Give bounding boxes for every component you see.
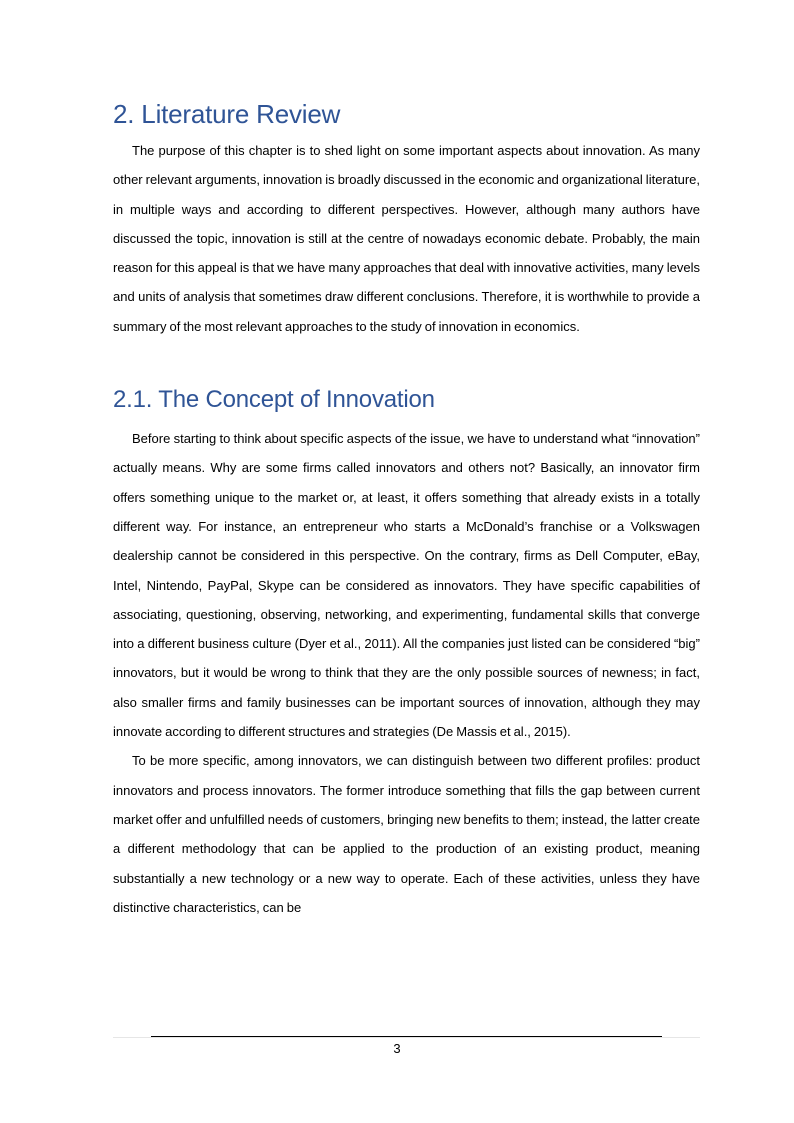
- section-heading: 2. Literature Review: [113, 99, 341, 129]
- subsection-paragraph-1: Before starting to think about specific aspects of the issue, we have to understand what “innovation” actually means. Why are some firms called innovators and others not? Basically, an innovator firm offers something unique to the market or, at least, it offers something that already exists in a totally different way. For instance, an entrepreneur who starts a McDonald’s franchise or a Volkswagen dealership cannot be considered in this perspective. On the contrary, firms as Dell Computer, eBay, Intel, Nintendo, PayPal, Skype can be considered as innovators. They have specific capabilities of associating, questioning, observing, networking, and experimenting, fundamental skills that converge into a different business culture (Dyer et al., 2011). All the companies just listed can be considered “big” innovators, but it would be wrong to think that they are the only possible sources of newness; in fact, also smaller firms and family businesses can be important sources of innovation, although they may innovate according to different structures and strategies (De Massis et al., 2015).: [113, 431, 700, 740]
- subsection-heading: 2.1. The Concept of Innovation: [113, 386, 435, 414]
- page-number: 3: [393, 1041, 401, 1056]
- footer-border: [113, 1037, 700, 1038]
- footer-divider: [151, 1036, 662, 1037]
- subsection-paragraph-2: To be more specific, among innovators, we can distinguish between two different profiles: product innovators and process innovators. The former introduce something that fills the gap between current market offer and unfulfilled needs of customers, bringing new benefits to them; instead, the latter create a different methodology that can be applied to the production of an existing product, meaning substantially a new technology or a new way to operate. Each of these activities, unless they have distinctive characteristics, can be: [113, 753, 700, 915]
- page-content: [113, 96, 700, 922]
- section-intro-paragraph: The purpose of this chapter is to shed light on some important aspects about innovation. As many other relevant arguments, innovation is broadly discussed in the economic and organizational literature, in multiple ways and according to different perspectives. However, although many authors have discussed the topic, innovation is still at the centre of nowadays economic debate. Probably, the main reason for this appeal is that we have many approaches that deal with innovative activities, many levels and units of analysis that sometimes draw different conclusions. Therefore, it is worthwhile to provide a summary of the most relevant approaches to the study of innovation in economics.: [113, 143, 700, 334]
